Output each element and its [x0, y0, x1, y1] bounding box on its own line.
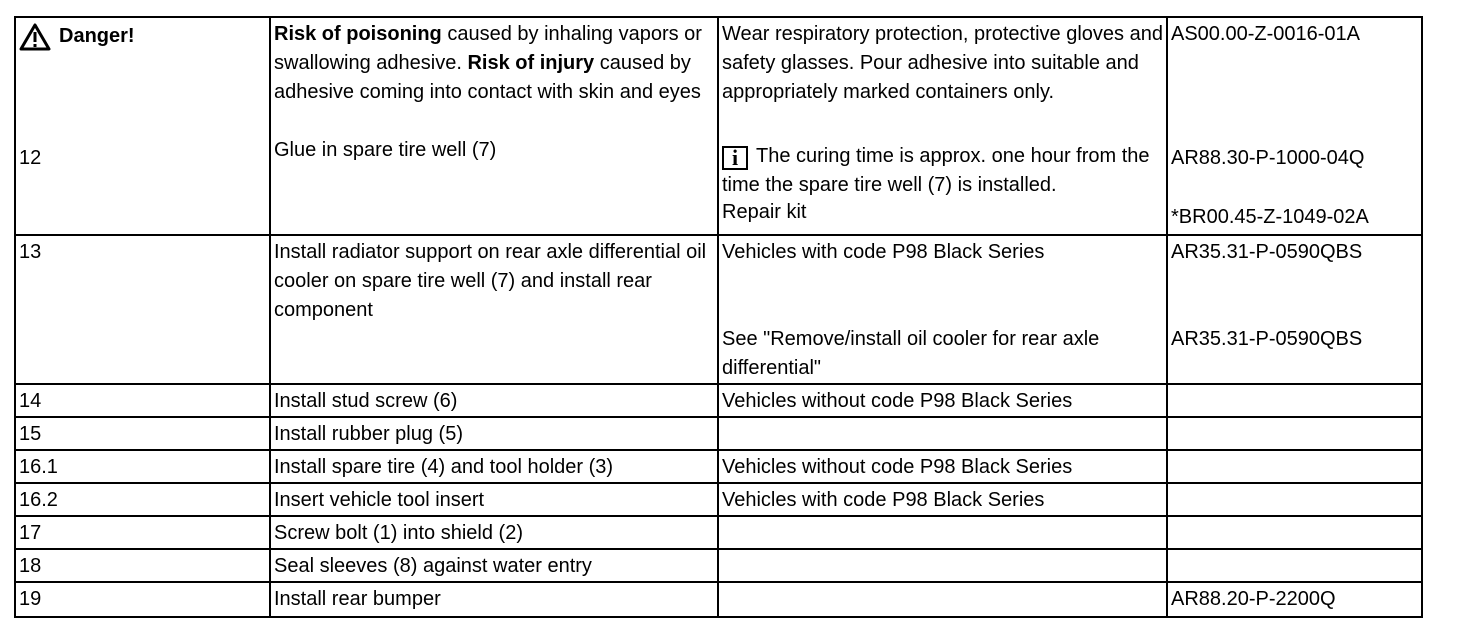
note-cell	[718, 549, 1167, 582]
action-cell: Install rear bumper	[270, 582, 718, 617]
step-cell: 15	[15, 417, 270, 450]
danger-reference: AS00.00-Z-0016-01A	[1171, 23, 1361, 45]
action-cell: Insert vehicle tool insert	[270, 483, 718, 516]
table-row	[15, 549, 1422, 582]
step-number: 13	[19, 241, 42, 263]
table-row	[15, 582, 1422, 617]
action-cell: Install rubber plug (5)	[270, 417, 718, 450]
action-cell: Install stud screw (6)	[270, 384, 718, 417]
note-cell	[718, 235, 1167, 384]
step-cell: 18	[15, 549, 270, 582]
table-row	[15, 516, 1422, 549]
reference-link[interactable]: AR88.30-P-1000-04Q	[1171, 147, 1365, 169]
danger-warning	[19, 20, 266, 53]
repair-steps-table	[14, 16, 1423, 618]
table-row	[15, 384, 1422, 417]
step-cell: 16.1	[15, 450, 270, 483]
step-cell	[15, 17, 270, 235]
ref-cell	[1167, 17, 1422, 235]
action-cell: Seal sleeves (8) against water entry	[270, 549, 718, 582]
info-icon: i	[722, 146, 748, 170]
ref-cell	[1167, 417, 1422, 450]
note-cell	[718, 582, 1167, 617]
step-cell: 19	[15, 582, 270, 617]
step-cell: 17	[15, 516, 270, 549]
note-cell: Vehicles without code P98 Black Series	[718, 450, 1167, 483]
ref-cell	[1167, 516, 1422, 549]
table-row	[15, 235, 1422, 384]
note-repair-kit: Repair kit	[722, 201, 807, 223]
danger-measure: Wear respiratory protection, protective gloves and safety glasses. Pour adhesive into suitable and appropriately marked containers only.	[722, 23, 1163, 103]
action-cell: Install spare tire (4) and tool holder (3)	[270, 450, 718, 483]
ref-cell[interactable]: AR88.20-P-2200Q	[1167, 582, 1422, 617]
note-cell: Vehicles without code P98 Black Series	[718, 384, 1167, 417]
ref-cell	[1167, 235, 1422, 384]
step-cell: 16.2	[15, 483, 270, 516]
info-note	[722, 136, 1163, 200]
note-cell	[718, 17, 1167, 235]
info-note-text: The curing time is approx. one hour from the time the spare tire well (7) is installed.	[722, 145, 1150, 196]
ref-cell	[1167, 483, 1422, 516]
table-row	[15, 450, 1422, 483]
action-cell: Screw bolt (1) into shield (2)	[270, 516, 718, 549]
step-cell: 14	[15, 384, 270, 417]
action-cell	[270, 17, 718, 235]
ref-cell	[1167, 384, 1422, 417]
table-row	[15, 417, 1422, 450]
action-cell	[270, 235, 718, 384]
danger-risk-injury: Risk of injury	[467, 52, 595, 74]
reference-link[interactable]: *BR00.45-Z-1049-02A	[1171, 206, 1369, 228]
step-cell	[15, 235, 270, 384]
ref-cell	[1167, 549, 1422, 582]
reference-link[interactable]: AR35.31-P-0590QBS	[1171, 328, 1363, 350]
reference-link[interactable]: AR35.31-P-0590QBS	[1171, 241, 1363, 263]
danger-risk-poisoning: Risk of poisoning	[274, 23, 442, 45]
table-row	[15, 17, 1422, 235]
note-cell: Vehicles with code P98 Black Series	[718, 483, 1167, 516]
danger-label: Danger!	[59, 25, 135, 47]
table-row	[15, 483, 1422, 516]
note-cell	[718, 516, 1167, 549]
see-reference-note: See "Remove/install oil cooler for rear axle differential"	[722, 328, 1100, 379]
danger-text-1: caused by inhaling vapors or swallowing adhesive.	[274, 23, 702, 74]
step-condition: Vehicles with code P98 Black Series	[722, 241, 1045, 263]
danger-text	[274, 20, 714, 136]
danger-text-2: caused by adhesive coming into contact with skin and eyes	[274, 52, 701, 103]
note-cell	[718, 417, 1167, 450]
step-action: Glue in spare tire well (7)	[274, 139, 497, 161]
step-action: Install radiator support on rear axle differential oil cooler on spare tire well (7) and install rear component	[274, 241, 707, 321]
ref-cell	[1167, 450, 1422, 483]
step-number: 12	[19, 147, 42, 169]
warning-triangle-icon	[19, 23, 51, 51]
